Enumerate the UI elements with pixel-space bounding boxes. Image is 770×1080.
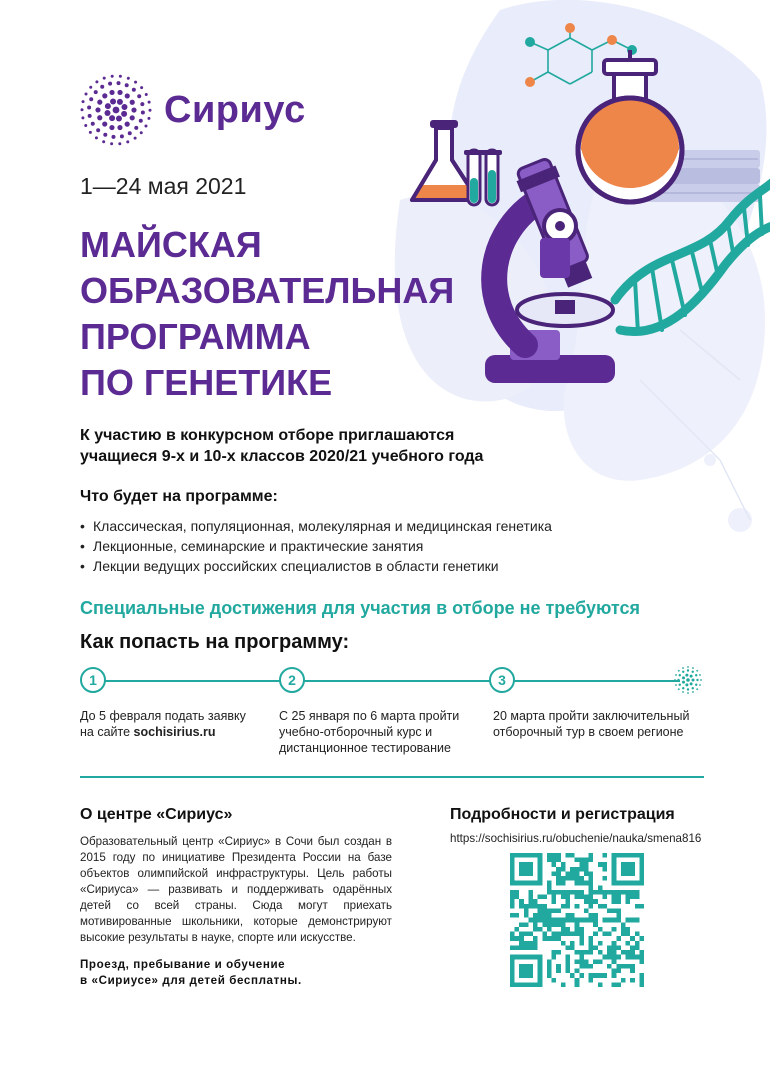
step-description bbox=[279, 708, 459, 756]
invitation-line: учащиеся 9-х и 10-х классов 2020/21 учебного года bbox=[80, 448, 484, 465]
title-line: ПРОГРАММА bbox=[80, 316, 311, 357]
special-note: Специальные достижения для участия в отборе не требуются bbox=[80, 598, 640, 618]
steps-timeline bbox=[100, 680, 680, 682]
dots-icon bbox=[674, 666, 702, 694]
step-number: 2 bbox=[279, 667, 305, 693]
step-line: До 5 февраля подать заявку bbox=[80, 709, 246, 723]
sirius-logo-icon bbox=[80, 74, 152, 146]
step-line: дистанционное тестирование bbox=[279, 741, 451, 755]
registration-url[interactable]: https://sochisirius.ru/obuchenie/nauka/smena816 bbox=[450, 832, 702, 845]
step-line: 20 марта пройти заключительный bbox=[493, 709, 690, 723]
section-divider bbox=[80, 776, 704, 778]
title-line: МАЙСКАЯ bbox=[80, 224, 262, 265]
program-list bbox=[80, 516, 552, 576]
title-line: ОБРАЗОВАТЕЛЬНАЯ bbox=[80, 270, 455, 311]
registration-heading: Подробности и регистрация bbox=[450, 806, 675, 823]
free-note-line: в «Сириусе» для детей бесплатны. bbox=[80, 974, 302, 987]
title-line: ПО ГЕНЕТИКЕ bbox=[80, 362, 333, 403]
program-heading: Что будет на программе: bbox=[80, 488, 278, 505]
qr-code-icon[interactable] bbox=[510, 853, 644, 987]
how-to-apply-heading: Как попасть на программу: bbox=[80, 631, 350, 653]
step-description bbox=[80, 708, 246, 740]
list-item: • Классическая, популяционная, молекулярная и медицинская генетика bbox=[80, 516, 552, 536]
step-number: 1 bbox=[80, 667, 106, 693]
step-line bbox=[80, 724, 246, 740]
site-link[interactable]: sochisirius.ru bbox=[133, 725, 216, 739]
brand-name: Сириус bbox=[164, 88, 306, 131]
step-line: отборочный тур в своем регионе bbox=[493, 725, 684, 739]
invitation-text bbox=[80, 425, 600, 467]
step-line-text: на сайте bbox=[80, 725, 134, 739]
free-note-line: Проезд, пребывание и обучение bbox=[80, 958, 286, 971]
step-description bbox=[493, 708, 689, 740]
sirius-logo bbox=[80, 70, 306, 150]
about-heading: О центре «Сириус» bbox=[80, 806, 233, 823]
free-note bbox=[80, 957, 400, 989]
step-line: учебно-отборочный курс и bbox=[279, 725, 433, 739]
invitation-line: К участию в конкурсном отборе приглашаются bbox=[80, 427, 455, 444]
page-title bbox=[80, 222, 500, 406]
program-dates: 1—24 мая 2021 bbox=[80, 173, 247, 199]
list-item: • Лекционные, семинарские и практические занятия bbox=[80, 536, 552, 556]
step-number: 3 bbox=[489, 667, 515, 693]
list-item: • Лекции ведущих российских специалистов в области генетики bbox=[80, 556, 552, 576]
about-text: Образовательный центр «Сириус» в Сочи был создан в 2015 году по инициативе Президента России на базе объектов олимпийской инфраструктуры. Цель работы «Сириуса» — развивать и поддерживать одарённых детей со всей страны. Сюда могут приехать мотивированные школьники, которые демонстрируют высокие результаты в науке, спорте или искусстве. bbox=[80, 835, 392, 944]
step-line: С 25 января по 6 марта пройти bbox=[279, 709, 460, 723]
